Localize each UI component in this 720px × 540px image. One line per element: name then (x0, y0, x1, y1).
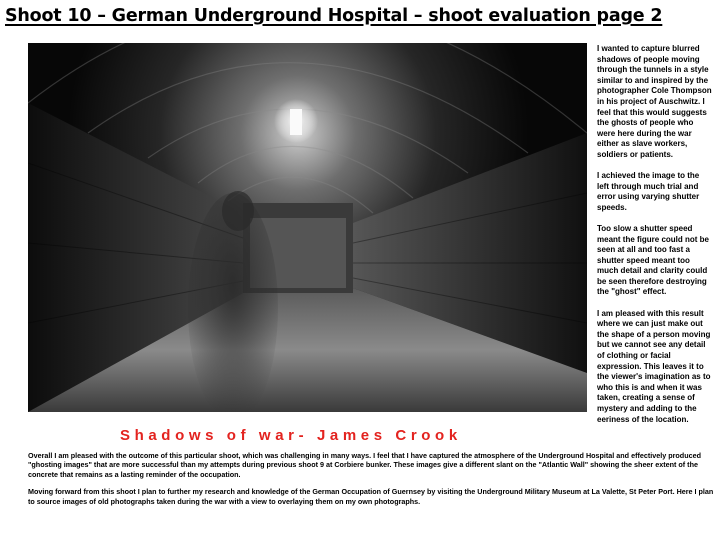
evaluation-paragraph: Moving forward from this shoot I plan to further my research and knowledge of the German Occupation of Guernsey by visiting the Underground Military Museum at La Valette, St Peter Port. Here I plan to source images of old photographs taken during the war with a view to overlaying them on my own photographs. (28, 487, 714, 506)
photo-caption: Shadows of war- James Crook (120, 427, 462, 444)
tunnel-photo (28, 43, 587, 412)
tunnel-photo-illustration (28, 43, 587, 412)
side-paragraph: I am pleased with this result where we can just make out the shape of a person moving but we cannot see any detail of clothing or facial expression. This leaves it to the viewer's imagination as to who this is and when it was taken, creating a sense of mystery and adding to the eeriness of the location. (597, 308, 711, 424)
page-title: Shoot 10 – German Underground Hospital – shoot evaluation page 2 (5, 6, 663, 26)
side-paragraph: I wanted to capture blurred shadows of people moving through the tunnels in a style similar to and inspired by the photographer Cole Thompson in his project of Auschwitz. I feel that this would suggests the ghosts of people who were here during the war either as slave workers, soldiers or patients. (597, 44, 712, 159)
evaluation-paragraph: Overall I am pleased with the outcome of this particular shoot, which was challenging in many ways. I feel that I have captured the atmosphere of the Underground Hospital and effectively produced "ghosting images" that are more successful than my attempts during previous shoot 9 at Corbiere bunker. These images give a different slant on the "Atlantic Wall" showing the sheer extent of the concrete that remains as a lasting reminder of the occupation. (28, 451, 701, 479)
side-description (597, 44, 713, 436)
side-paragraph: I achieved the image to the left through much trial and error using varying shutter speeds. (597, 171, 700, 212)
evaluation-text (28, 451, 718, 514)
side-paragraph: Too slow a shutter speed meant the figure could not be seen at all and too fast a shutter speed meant too much detail and clarity could be seen therefore destroying the "ghost" effect. (597, 223, 710, 297)
